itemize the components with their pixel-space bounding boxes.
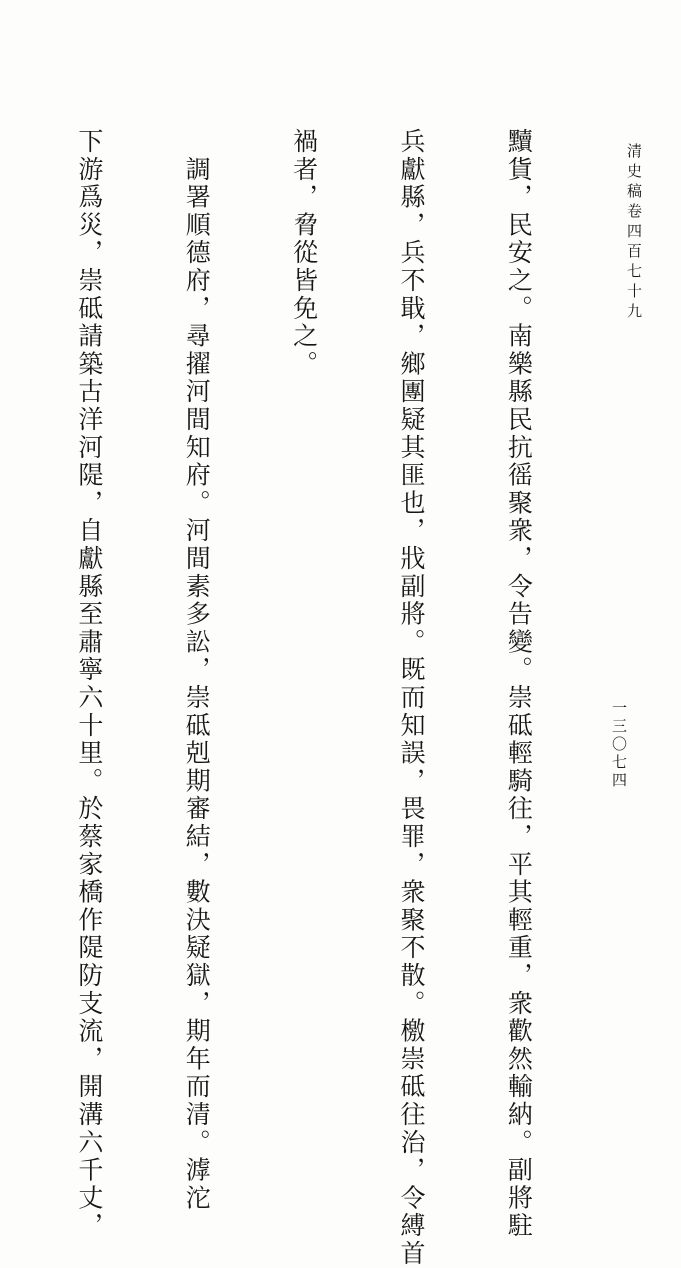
text-line: 禍者，脅從皆免之。 bbox=[289, 128, 319, 379]
main-text-column-block bbox=[74, 128, 608, 1268]
book-title-header: 清史稿卷四百七十九 bbox=[625, 143, 643, 323]
text-line: 黷貨，民安之。南樂縣民抗徭聚衆，令告變。崇砥輕騎往，平其輕重，衆歡然輸納。副將駐 bbox=[504, 128, 534, 1240]
text-line: 調署順德府，尋擢河間知府。河間素多訟，崇砥剋期審結，數決疑獄，期年而清。滹沱 bbox=[182, 128, 212, 1213]
text-line: 下游爲災，崇砥請築古洋河隄，自獻縣至肅寧六十里。於蔡家橋作隄防支流，開溝六千丈， bbox=[74, 128, 104, 1240]
page-number: 一三〇七四 bbox=[610, 700, 628, 790]
text-line: 兵獻縣，兵不戢，鄉團疑其匪也，戕副將。既而知誤，畏罪，衆聚不散。檄崇砥往治，令縛首 bbox=[397, 128, 427, 1268]
